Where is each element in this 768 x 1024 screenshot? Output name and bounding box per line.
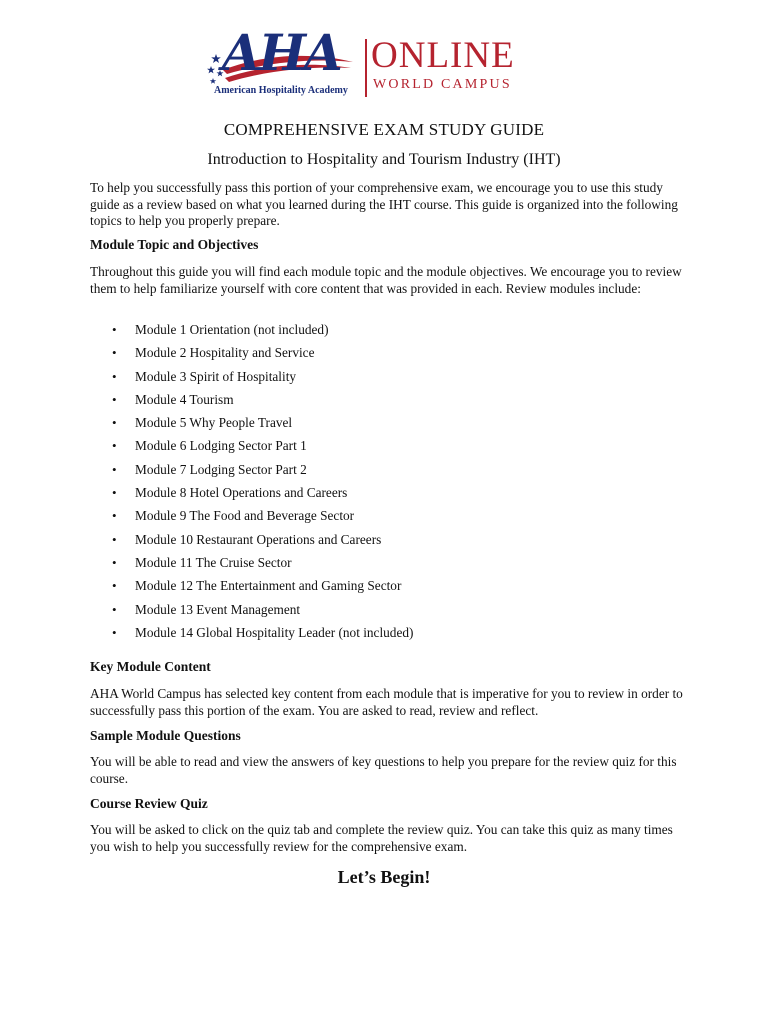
bullet: • — [112, 438, 117, 454]
list-item-label: Module 5 Why People Travel — [135, 415, 293, 431]
section-paragraph: Throughout this guide you will find each module topic and the module objectives. We encourage you to review them to help familiarize yourself with core content that was provided in each. Review modules include: — [90, 264, 682, 296]
logo-mark: AHA — [222, 23, 341, 82]
document-title: COMPREHENSIVE EXAM STUDY GUIDE — [223, 120, 545, 139]
list-item — [110, 345, 413, 368]
list-item-label: Module 3 Spirit of Hospitality — [135, 368, 297, 384]
bullet: • — [112, 322, 117, 337]
star-icon — [210, 78, 216, 84]
bullet: • — [112, 415, 117, 431]
list-item-label: Module 2 Hospitality and Service — [135, 345, 315, 361]
list-item — [110, 485, 413, 508]
list-item-label: Module 8 Hotel Operations and Careers — [135, 485, 348, 501]
intro-paragraph: To help you successfully pass this portion of your comprehensive exam, we encourage you to use this study guide as a review based on what you learned during the IHT course. This guide is organized into the following topics to help you properly prepare. — [90, 180, 678, 228]
list-item — [110, 555, 413, 578]
bullet: • — [112, 601, 117, 617]
document-subtitle: Introduction to Hospitality and Tourism Industry (IHT) — [207, 151, 561, 168]
list-item-label: Module 1 Orientation (not included) — [135, 322, 329, 337]
section-heading: Course Review Quiz — [90, 796, 208, 811]
logo-online-text: ONLINE — [371, 35, 515, 76]
star-icon — [207, 66, 215, 73]
section-paragraph: AHA World Campus has selected key content from each module that is imperative for you to review in order to successfully pass this portion of the exam. You are asked to read, review and reflect. — [90, 686, 683, 718]
list-item-label: Module 6 Lodging Sector Part 1 — [135, 438, 307, 454]
bullet: • — [112, 485, 117, 501]
list-item — [110, 625, 413, 648]
list-item-label: Module 10 Restaurant Operations and Careers — [135, 531, 382, 547]
bullet: • — [112, 578, 117, 594]
list-item — [110, 508, 413, 531]
bullet: • — [112, 461, 117, 477]
list-item-label: Module 12 The Entertainment and Gaming Sector — [135, 578, 402, 594]
logo-organization-name: American Hospitality Academy — [214, 85, 348, 96]
list-item — [110, 578, 413, 601]
aha-logo — [203, 23, 548, 102]
closing-text: Let’s Begin! — [337, 867, 431, 887]
list-item — [110, 532, 413, 555]
list-item-label: Module 7 Lodging Sector Part 2 — [135, 461, 307, 477]
list-item-label: Module 11 The Cruise Sector — [135, 554, 292, 570]
list-item — [110, 602, 413, 625]
bullet: • — [112, 368, 117, 384]
logo-campus-text: WORLD CAMPUS — [373, 77, 512, 92]
section-heading: Key Module Content — [90, 659, 211, 674]
section-heading: Module Topic and Objectives — [90, 237, 259, 252]
bullet: • — [112, 554, 117, 570]
bullet: • — [112, 531, 117, 547]
list-item — [110, 462, 413, 485]
section-paragraph: You will be able to read and view the answers of key questions to help you prepare for the review quiz for this course. — [90, 754, 677, 786]
star-icon — [211, 54, 221, 63]
section-heading: Sample Module Questions — [90, 728, 241, 743]
list-item-label: Module 9 The Food and Beverage Sector — [135, 508, 355, 524]
list-item — [110, 392, 413, 415]
list-item — [110, 415, 413, 438]
logo-divider — [365, 39, 367, 97]
list-item — [110, 322, 413, 345]
bullet: • — [112, 391, 117, 407]
list-item-label: Module 13 Event Management — [135, 601, 301, 617]
module-list — [110, 322, 413, 648]
bullet: • — [112, 508, 117, 524]
bullet: • — [112, 624, 117, 640]
list-item-label: Module 4 Tourism — [135, 391, 234, 407]
list-item — [110, 438, 413, 461]
section-paragraph: You will be asked to click on the quiz tab and complete the review quiz. You can take this quiz as many times you wish to help you successfully review for the comprehensive exam. — [90, 822, 673, 854]
bullet: • — [112, 345, 117, 361]
list-item — [110, 369, 413, 392]
list-item-label: Module 14 Global Hospitality Leader (not included) — [135, 624, 414, 640]
